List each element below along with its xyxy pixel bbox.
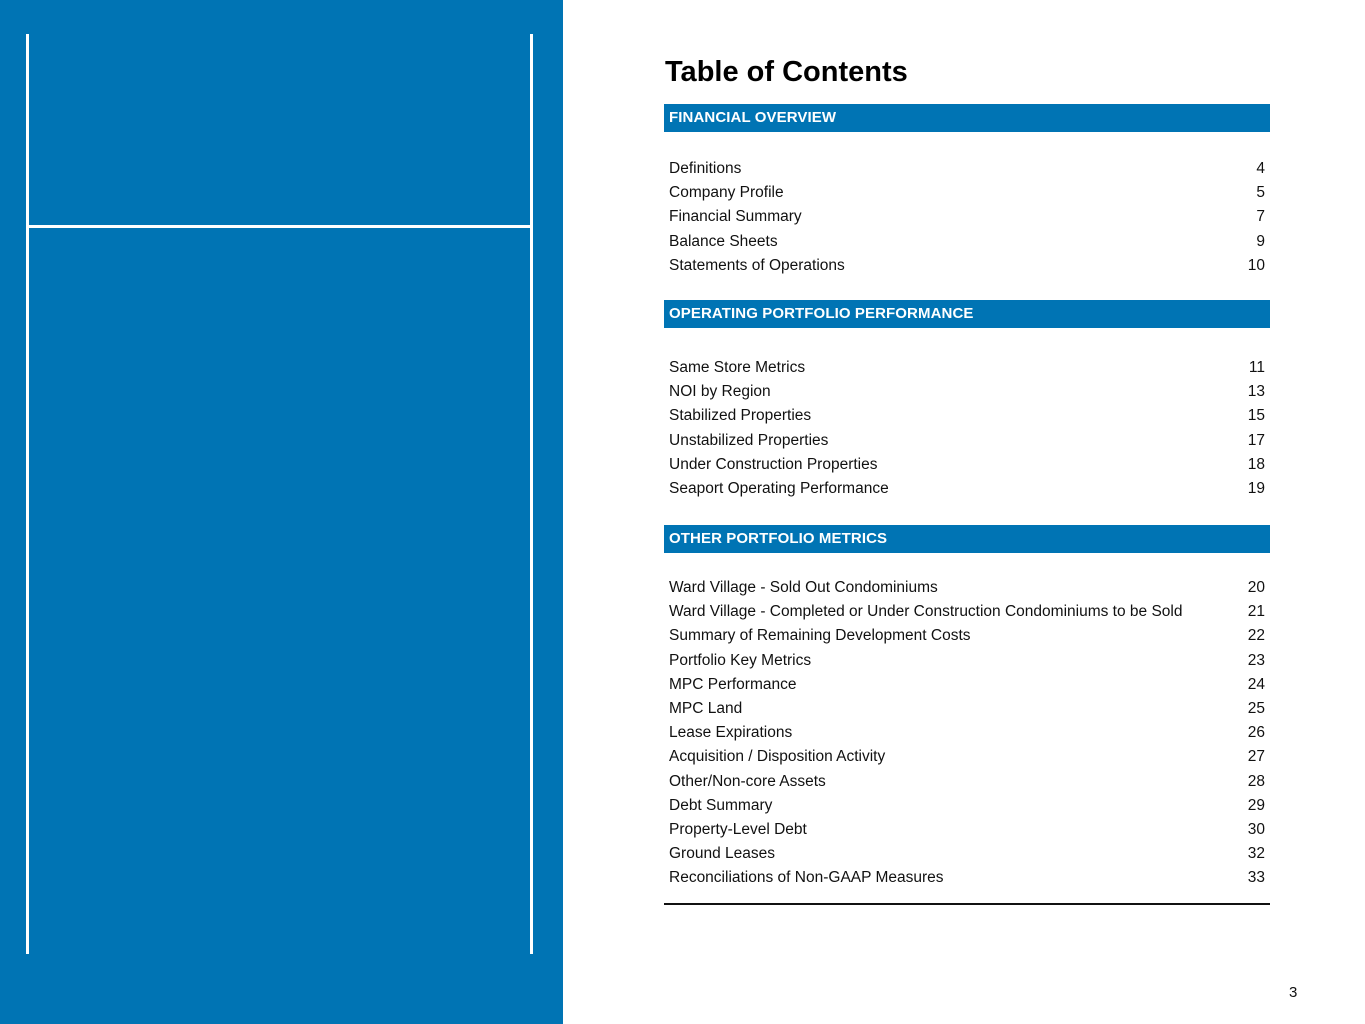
- toc-entry[interactable]: [664, 673, 1270, 697]
- toc-entry[interactable]: [664, 842, 1270, 866]
- entry-page-number: 7: [1256, 208, 1265, 226]
- toc-entry[interactable]: [664, 477, 1270, 501]
- toc-entry[interactable]: [664, 649, 1270, 673]
- entry-label: Under Construction Properties: [669, 455, 878, 473]
- section-heading: OTHER PORTFOLIO METRICS: [664, 525, 1270, 553]
- toc-entry[interactable]: [664, 721, 1270, 745]
- toc-entry[interactable]: [664, 624, 1270, 648]
- entry-page-number: 15: [1247, 407, 1265, 425]
- panel-frame-divider-line: [26, 225, 533, 228]
- entry-label: Acquisition / Disposition Activity: [669, 748, 886, 766]
- page-title: Table of Contents: [665, 56, 908, 88]
- entry-label: Financial Summary: [669, 208, 802, 226]
- entry-page-number: 13: [1247, 383, 1265, 401]
- toc-entry[interactable]: [664, 404, 1270, 428]
- entry-label: Unstabilized Properties: [669, 431, 829, 449]
- panel-frame-left-line: [26, 34, 29, 954]
- toc-section-financial-overview: [664, 104, 1270, 278]
- toc-entry[interactable]: [664, 866, 1270, 890]
- entry-page-number: 21: [1247, 603, 1265, 621]
- entry-label: Other/Non-core Assets: [669, 772, 826, 790]
- toc-entry[interactable]: [664, 429, 1270, 453]
- toc-entry[interactable]: [664, 818, 1270, 842]
- entry-list: [664, 356, 1270, 501]
- toc-section-operating-portfolio-performance: [664, 300, 1270, 501]
- entry-label: Ground Leases: [669, 845, 775, 863]
- entry-label: Seaport Operating Performance: [669, 479, 889, 497]
- section-heading: OPERATING PORTFOLIO PERFORMANCE: [664, 300, 1270, 328]
- entry-page-number: 24: [1247, 675, 1265, 693]
- entry-page-number: 25: [1247, 699, 1265, 717]
- panel-frame-right-line: [530, 34, 533, 954]
- toc-entry[interactable]: [664, 745, 1270, 769]
- entry-page-number: 29: [1247, 796, 1265, 814]
- entry-page-number: 4: [1256, 160, 1265, 177]
- toc-entry[interactable]: [664, 770, 1270, 794]
- entry-label: Ward Village - Completed or Under Construction Condominiums to be Sold: [669, 603, 1183, 621]
- entry-label: MPC Performance: [669, 675, 797, 693]
- entry-label: Same Store Metrics: [669, 359, 806, 376]
- entry-label: MPC Land: [669, 699, 743, 717]
- toc-entry[interactable]: [664, 230, 1270, 254]
- entry-label: Company Profile: [669, 184, 784, 202]
- cover-panel: [0, 0, 563, 1024]
- toc-entry[interactable]: [664, 794, 1270, 818]
- entry-label: Statements of Operations: [669, 256, 845, 274]
- toc-entry[interactable]: [664, 453, 1270, 477]
- entry-page-number: 28: [1247, 772, 1265, 790]
- toc-entry[interactable]: [664, 181, 1270, 205]
- entry-label: NOI by Region: [669, 383, 771, 401]
- entry-page-number: 18: [1247, 455, 1265, 473]
- entry-page-number: 11: [1248, 359, 1265, 376]
- toc-entry[interactable]: [664, 697, 1270, 721]
- toc-entry[interactable]: [664, 576, 1270, 600]
- entry-page-number: 22: [1247, 627, 1265, 645]
- toc-entry[interactable]: [664, 600, 1270, 624]
- entry-page-number: 23: [1247, 651, 1265, 669]
- entry-page-number: 9: [1256, 232, 1265, 250]
- entry-page-number: 33: [1247, 869, 1265, 887]
- toc-entry[interactable]: [664, 205, 1270, 229]
- entry-page-number: 26: [1247, 724, 1265, 742]
- entry-label: Summary of Remaining Development Costs: [669, 627, 971, 645]
- entry-label: Balance Sheets: [669, 232, 778, 250]
- toc-section-other-portfolio-metrics: [664, 525, 1270, 890]
- entry-label: Reconciliations of Non-GAAP Measures: [669, 869, 944, 887]
- entry-page-number: 17: [1247, 431, 1265, 449]
- entry-list: [664, 576, 1270, 890]
- entry-page-number: 30: [1247, 820, 1265, 838]
- entry-label: Stabilized Properties: [669, 407, 812, 425]
- bottom-divider: [664, 903, 1270, 905]
- page-number: 3: [1289, 984, 1298, 1001]
- entry-label: Property-Level Debt: [669, 820, 807, 838]
- toc-entry[interactable]: [664, 157, 1270, 181]
- entry-label: Definitions: [669, 160, 742, 177]
- entry-label: Debt Summary: [669, 796, 773, 814]
- section-heading: FINANCIAL OVERVIEW: [664, 104, 1270, 132]
- toc-entry[interactable]: [664, 380, 1270, 404]
- entry-page-number: 32: [1247, 845, 1265, 863]
- entry-label: Lease Expirations: [669, 724, 793, 742]
- entry-page-number: 27: [1247, 748, 1265, 766]
- entry-page-number: 5: [1256, 184, 1265, 202]
- toc-entry[interactable]: [664, 356, 1270, 380]
- entry-page-number: 20: [1247, 579, 1265, 596]
- toc-entry[interactable]: [664, 254, 1270, 278]
- entry-page-number: 19: [1247, 479, 1265, 497]
- entry-page-number: 10: [1247, 256, 1265, 274]
- entry-label: Portfolio Key Metrics: [669, 651, 812, 669]
- entry-list: [664, 157, 1270, 278]
- entry-label: Ward Village - Sold Out Condominiums: [669, 579, 938, 596]
